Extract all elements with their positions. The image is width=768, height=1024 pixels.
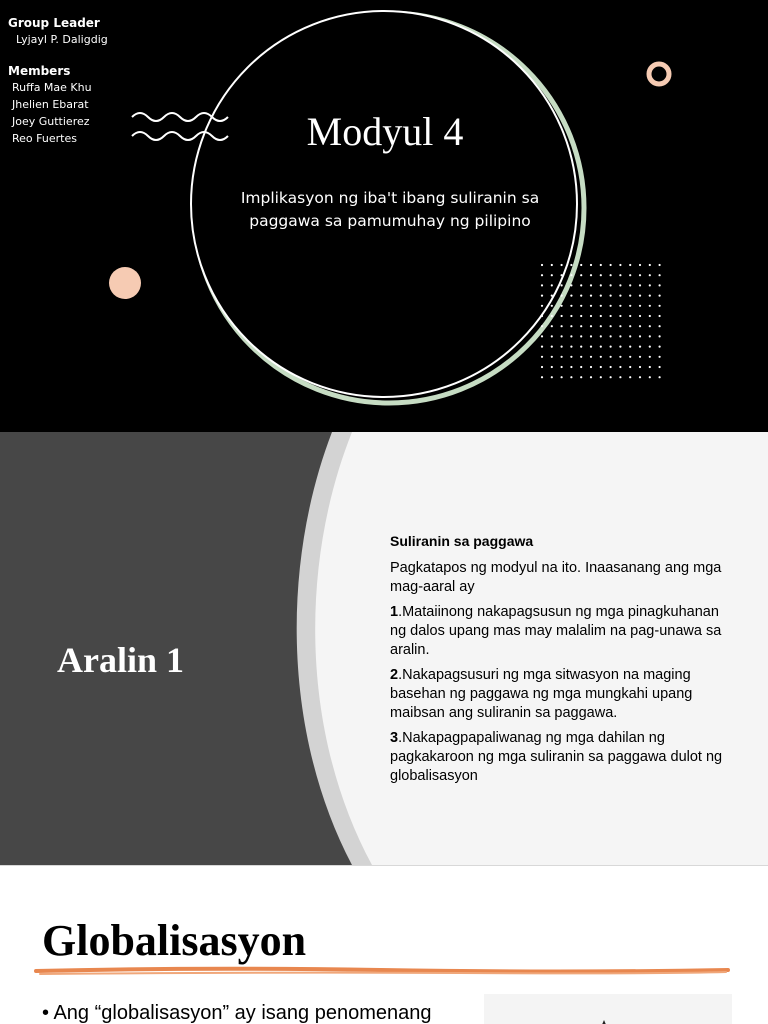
grid-dot xyxy=(610,295,612,297)
slide-subtitle xyxy=(230,187,550,233)
grid-dot xyxy=(610,264,612,266)
grid-dot xyxy=(590,295,592,297)
section-heading: Suliranin sa paggawa xyxy=(390,533,534,549)
grid-dot xyxy=(619,376,621,378)
grid-dot xyxy=(570,356,572,358)
grid-dot xyxy=(541,264,543,266)
grid-dot xyxy=(590,356,592,358)
grid-dot xyxy=(561,366,563,368)
grid-dot xyxy=(649,366,651,368)
grid-dot xyxy=(590,325,592,327)
grid-dot xyxy=(541,305,543,307)
objective-number: 2 xyxy=(390,667,399,683)
grid-dot xyxy=(541,295,543,297)
grid-dot xyxy=(629,325,631,327)
grid-dot xyxy=(629,274,631,276)
grid-dot xyxy=(629,315,631,317)
members-label: Members xyxy=(8,64,71,78)
member-name: Reo Fuertes xyxy=(12,132,77,145)
grid-dot xyxy=(590,366,592,368)
grid-dot xyxy=(610,274,612,276)
grid-dot xyxy=(619,356,621,358)
grid-dot xyxy=(600,315,602,317)
grid-dot xyxy=(580,274,582,276)
grid-dot xyxy=(590,315,592,317)
grid-dot xyxy=(610,366,612,368)
objective-text: .Nakapagsusuri ng mga sitwasyon na maging basehan ng paggawa ng mga mungkahi upang maibsan ang suliranin sa paggawa. xyxy=(390,667,693,721)
grid-dot xyxy=(561,264,563,266)
grid-dot xyxy=(639,315,641,317)
slide-globalisasyon xyxy=(0,866,768,1024)
slide-aralin-1 xyxy=(0,432,768,865)
grid-dot xyxy=(551,274,553,276)
objective-number: 3 xyxy=(390,730,399,746)
grid-dot xyxy=(600,366,602,368)
grid-dot xyxy=(551,335,553,337)
grid-dot xyxy=(600,295,602,297)
grid-dot xyxy=(590,305,592,307)
grid-dot xyxy=(629,305,631,307)
grid-dot xyxy=(649,274,651,276)
grid-dot xyxy=(659,356,661,358)
image-glimpse xyxy=(484,994,732,1024)
grid-dot xyxy=(600,376,602,378)
grid-dot xyxy=(659,295,661,297)
grid-dot xyxy=(629,376,631,378)
grid-dot xyxy=(600,346,602,348)
grid-dot xyxy=(561,356,563,358)
grid-dot xyxy=(561,284,563,286)
grid-dot xyxy=(629,356,631,358)
grid-dot xyxy=(570,325,572,327)
grid-dot xyxy=(570,346,572,348)
grid-dot xyxy=(541,325,543,327)
bullet-text: • Ang “globalisasyon” ay isang penomenang xyxy=(42,1002,432,1024)
grid-dot xyxy=(541,346,543,348)
grid-dot xyxy=(600,264,602,266)
objective-text: .Nakapagpapaliwanag ng mga dahilan ng pagkakaroon ng mga suliranin sa paggawa dulot ng globalisasyon xyxy=(390,730,723,784)
grid-dot xyxy=(561,335,563,337)
grid-dot xyxy=(600,284,602,286)
grid-dot xyxy=(629,284,631,286)
grid-dot xyxy=(659,366,661,368)
grid-dot xyxy=(590,284,592,286)
grid-dot xyxy=(639,295,641,297)
grid-dot xyxy=(610,325,612,327)
subtitle-line: paggawa sa pamumuhay ng pilipino xyxy=(249,212,531,230)
grid-dot xyxy=(619,264,621,266)
peach-dot-icon xyxy=(109,267,141,299)
grid-dot xyxy=(629,346,631,348)
grid-dot xyxy=(551,315,553,317)
grid-dot xyxy=(551,264,553,266)
objectives-text xyxy=(390,532,730,792)
objective-text: .Mataiinong nakapagsusun ng mga pinagkuhanan ng dalos upang mas may malalim na pag-unawa sa aralin. xyxy=(390,604,722,658)
grid-dot xyxy=(639,366,641,368)
objective-item xyxy=(390,666,730,723)
grid-dot xyxy=(649,346,651,348)
grid-dot xyxy=(590,335,592,337)
grid-dot xyxy=(619,305,621,307)
grid-dot xyxy=(561,346,563,348)
objective-item xyxy=(390,729,730,786)
grid-dot xyxy=(619,366,621,368)
grid-dot xyxy=(551,284,553,286)
grid-dot xyxy=(600,305,602,307)
grid-dot xyxy=(561,295,563,297)
grid-dot xyxy=(659,335,661,337)
grid-dot xyxy=(649,305,651,307)
grid-dot xyxy=(600,325,602,327)
grid-dot xyxy=(570,305,572,307)
grid-dot xyxy=(570,315,572,317)
grid-dot xyxy=(639,274,641,276)
grid-dot xyxy=(570,376,572,378)
grid-dot xyxy=(551,295,553,297)
grid-dot xyxy=(629,295,631,297)
grid-dot xyxy=(610,376,612,378)
grid-dot xyxy=(561,315,563,317)
grid-dot xyxy=(541,335,543,337)
grid-dot xyxy=(580,295,582,297)
grid-dot xyxy=(551,346,553,348)
grid-dot xyxy=(619,346,621,348)
grid-dot xyxy=(541,274,543,276)
grid-dot xyxy=(561,325,563,327)
grid-dot xyxy=(541,356,543,358)
grid-dot xyxy=(600,356,602,358)
grid-dot xyxy=(649,315,651,317)
grid-dot xyxy=(649,335,651,337)
grid-dot xyxy=(580,305,582,307)
grid-dot xyxy=(619,274,621,276)
grid-dot xyxy=(659,315,661,317)
grid-dot xyxy=(561,274,563,276)
grid-dot xyxy=(570,264,572,266)
grid-dot xyxy=(580,356,582,358)
slide-modyul-4 xyxy=(0,0,768,432)
grid-dot xyxy=(649,376,651,378)
grid-dot xyxy=(649,295,651,297)
grid-dot xyxy=(600,274,602,276)
grid-dot xyxy=(649,356,651,358)
grid-dot xyxy=(619,295,621,297)
grid-dot xyxy=(580,315,582,317)
grid-dot xyxy=(580,376,582,378)
grid-dot xyxy=(659,284,661,286)
grid-dot xyxy=(619,315,621,317)
team-members xyxy=(8,16,108,147)
grid-dot xyxy=(639,346,641,348)
grid-dot xyxy=(590,264,592,266)
grid-dot xyxy=(580,264,582,266)
grid-dot xyxy=(639,284,641,286)
grid-dot xyxy=(590,346,592,348)
grid-dot xyxy=(610,305,612,307)
grid-dot xyxy=(610,335,612,337)
grid-dot xyxy=(570,274,572,276)
grid-dot xyxy=(619,284,621,286)
grid-dot xyxy=(659,346,661,348)
grid-dot xyxy=(570,295,572,297)
grid-dot xyxy=(639,356,641,358)
member-name: Joey Guttierez xyxy=(12,115,90,128)
grid-dot xyxy=(629,264,631,266)
grid-dot xyxy=(580,366,582,368)
grid-dot xyxy=(561,376,563,378)
grid-dot xyxy=(580,325,582,327)
member-name: Jhelien Ebarat xyxy=(12,98,89,111)
subtitle-line: Implikasyon ng iba't ibang suliranin sa xyxy=(240,189,540,207)
grid-dot xyxy=(639,264,641,266)
grid-dot xyxy=(561,305,563,307)
grid-dot xyxy=(649,325,651,327)
slide-title: Modyul 4 xyxy=(306,109,464,154)
grid-dot xyxy=(619,335,621,337)
ring-icon xyxy=(649,64,669,84)
group-leader-name: Lyjayl P. Daligdig xyxy=(16,33,108,46)
objective-number: 1 xyxy=(390,604,399,620)
grid-dot xyxy=(541,376,543,378)
grid-dot xyxy=(629,366,631,368)
aralin-title: Aralin 1 xyxy=(57,640,185,680)
grid-dot xyxy=(570,366,572,368)
grid-dot xyxy=(639,335,641,337)
objective-item xyxy=(390,603,730,660)
slide-image xyxy=(484,994,732,1024)
grid-dot xyxy=(570,335,572,337)
grid-dot xyxy=(551,356,553,358)
group-leader-label: Group Leader xyxy=(8,16,100,30)
grid-dot xyxy=(580,346,582,348)
grid-dot xyxy=(659,274,661,276)
grid-dot xyxy=(570,284,572,286)
grid-dot xyxy=(659,305,661,307)
grid-dot xyxy=(551,325,553,327)
grid-dot xyxy=(639,325,641,327)
grid-dot xyxy=(649,284,651,286)
grid-dot xyxy=(610,356,612,358)
grid-dot xyxy=(610,284,612,286)
intro-text: Pagkatapos ng modyul na ito. Inaasanang ang mga mag-aaral ay xyxy=(390,560,722,595)
grid-dot xyxy=(649,264,651,266)
grid-dot xyxy=(610,346,612,348)
grid-dot xyxy=(639,305,641,307)
grid-dot xyxy=(590,376,592,378)
grid-dot xyxy=(590,274,592,276)
grid-dot xyxy=(659,325,661,327)
grid-dot xyxy=(639,376,641,378)
grid-dot xyxy=(610,315,612,317)
member-name: Ruffa Mae Khu xyxy=(12,81,92,94)
grid-dot xyxy=(580,284,582,286)
grid-dot xyxy=(551,366,553,368)
grid-dot xyxy=(659,376,661,378)
grid-dot xyxy=(551,305,553,307)
grid-dot xyxy=(629,335,631,337)
grid-dot xyxy=(541,366,543,368)
grid-dot xyxy=(541,315,543,317)
grid-dot xyxy=(600,335,602,337)
underline-stroke xyxy=(40,972,726,974)
grid-dot xyxy=(659,264,661,266)
underline-stroke xyxy=(36,969,728,972)
slide-title: Globalisasyon xyxy=(42,916,307,965)
grid-dot xyxy=(619,325,621,327)
grid-dot xyxy=(551,376,553,378)
grid-dot xyxy=(541,284,543,286)
grid-dot xyxy=(580,335,582,337)
